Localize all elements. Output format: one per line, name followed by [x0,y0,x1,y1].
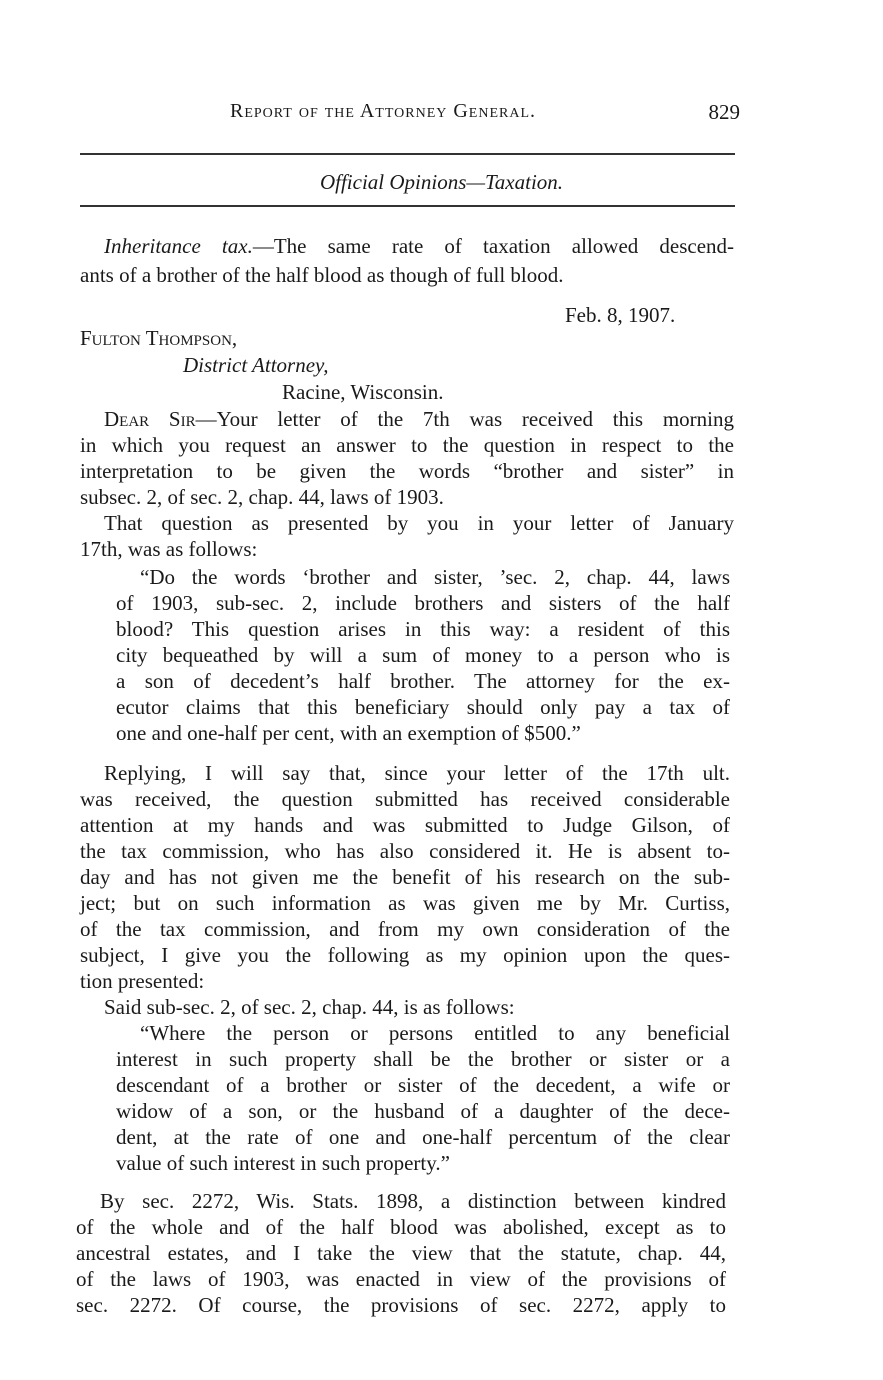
quote-2-line: dent, at the rate of one and one-half percentum of the clear [116,1125,730,1149]
quote-1-line: “Do the words ‘brother and sister, ’sec. 2, chap. 44, laws [140,565,730,589]
paragraph-2-line: 17th, was as follows: [80,537,258,561]
addressee-name: Fulton Thompson, [80,326,238,350]
paragraph-3-line: day and has not given me the benefit of his research on the sub- [80,865,730,889]
paragraph-5-line: of the laws of 1903, was enacted in view of the provisions of [76,1267,726,1291]
paragraph-1-line: interpretation to be given the words “brother and sister” in [80,459,734,483]
paragraph-3-line: ject; but on such information as was given me by Mr. Curtiss, [80,891,730,915]
page-header [80,100,740,130]
quote-2-line: value of such interest in such property.” [116,1151,450,1175]
quote-1-line: blood? This question arises in this way: a resident of this [116,617,730,641]
headnote-line-1: Inheritance tax.—The same rate of taxation allowed descend- [104,234,735,258]
paragraph-2-line: That question as presented by you in your letter of January [104,511,734,535]
quote-2-line: descendant of a brother or sister of the decedent, a wife or [116,1073,730,1097]
paragraph-1-line: in which you request an answer to the question in respect to the [80,433,734,457]
paragraph-5-line: of the whole and of the half blood was abolished, except as to [76,1215,726,1239]
running-title: Report of the Attorney General. [230,100,537,122]
section-title: Official Opinions—Taxation. [319,170,564,194]
salutation: Dear Sir [104,407,196,431]
paragraph-3-line: was received, the question submitted has received considerable [80,787,730,811]
paragraph-3-line: of the tax commission, and from my own consideration of the [80,917,730,941]
paragraph-3-line: subject, I give you the following as my opinion upon the ques- [80,943,730,967]
paragraph-1-line: Dear Sir—Your letter of the 7th was received this morning [104,407,734,431]
paragraph-3-line: Replying, I will say that, since your letter of the 17th ult. [104,761,730,785]
quote-2-line: “Where the person or persons entitled to any beneficial [140,1021,730,1045]
paragraph-1-line: subsec. 2, of sec. 2, chap. 44, laws of 1903. [80,485,444,509]
quote-2-line: interest in such property shall be the brother or sister or a [116,1047,730,1071]
quote-1-line: a son of decedent’s half brother. The attorney for the ex- [116,669,730,693]
section-rule [80,205,735,207]
paragraph-5-line: By sec. 2272, Wis. Stats. 1898, a distinction between kindred [100,1189,726,1213]
addressee-title: District Attorney, [183,353,329,377]
paragraph-4: Said sub-sec. 2, of sec. 2, chap. 44, is as follows: [104,995,515,1019]
quote-2-line: widow of a son, or the husband of a daughter of the dece- [116,1099,730,1123]
quote-1-line: one and one-half per cent, with an exemption of $500.” [116,721,581,745]
letter-date: Feb. 8, 1907. [565,303,676,327]
quote-1-line: city bequeathed by will a sum of money to a person who is [116,643,730,667]
paragraph-3-line: the tax commission, who has also considered it. He is absent to- [80,839,730,863]
addressee-place: Racine, Wisconsin. [282,380,444,404]
paragraph-5-line: ancestral estates, and I take the view that the statute, chap. 44, [76,1241,726,1265]
headnote-line-2: ants of a brother of the half blood as though of full blood. [80,263,564,287]
paragraph-3-line: tion presented: [80,969,205,993]
headnote-lead: Inheritance tax. [104,234,253,258]
quote-1-line: of 1903, sub-sec. 2, include brothers and sisters of the half [116,591,730,615]
quote-1-line: ecutor claims that this beneficiary should only pay a tax of [116,695,730,719]
paragraph-3-line: attention at my hands and was submitted to Judge Gilson, of [80,813,730,837]
paragraph-5-line: sec. 2272. Of course, the provisions of sec. 2272, apply to [76,1293,726,1317]
page-number: 829 [708,100,740,124]
header-rule [80,153,735,155]
